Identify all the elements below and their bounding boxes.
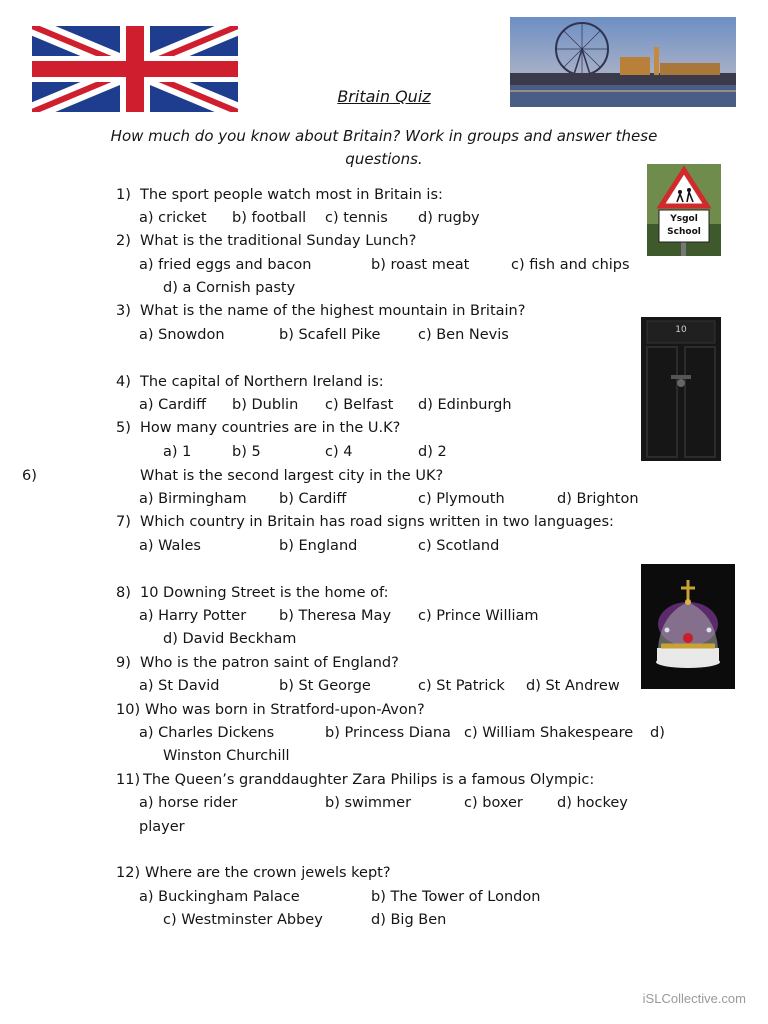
answer-option: a) cricket (139, 210, 207, 226)
intro-line-1: How much do you know about Britain? Work in groups and answer these (110, 127, 658, 145)
answer-option: a) horse rider (139, 795, 238, 811)
answer-option: player (139, 819, 185, 835)
question-text: The capital of Northern Ireland is: (140, 374, 384, 390)
answer-option: c) Scotland (418, 538, 500, 554)
answer-option: b) Cardiff (279, 491, 347, 507)
question-number: 3) (116, 303, 131, 319)
answer-option: d) a Cornish pasty (163, 280, 296, 296)
ysgol-school-sign-image (647, 164, 721, 256)
answer-option: d) St Andrew (526, 678, 620, 694)
answer-option: a) 1 (163, 444, 192, 460)
answer-option: c) tennis (325, 210, 388, 226)
question-number: 6) (22, 468, 37, 484)
crown-jewels-image (641, 564, 735, 689)
page-title: Britain Quiz (337, 87, 431, 106)
road-sign-icon (647, 164, 721, 256)
answer-option: b) 5 (232, 444, 261, 460)
answer-option: a) Charles Dickens (139, 725, 275, 741)
question-text: The Queen’s granddaughter Zara Philips is a famous Olympic: (143, 772, 595, 788)
question-number: 10) (116, 702, 141, 718)
question-text: Who was born in Stratford-upon-Avon? (145, 702, 425, 718)
answer-option: c) fish and chips (511, 257, 630, 273)
answer-option: a) Wales (139, 538, 201, 554)
answer-option: c) Plymouth (418, 491, 505, 507)
answer-option: c) William Shakespeare (464, 725, 634, 741)
answer-option: d) David Beckham (163, 631, 297, 647)
question-text: The sport people watch most in Britain is: (140, 187, 443, 203)
answer-option: c) boxer (464, 795, 523, 811)
question-text: Where are the crown jewels kept? (145, 865, 391, 881)
answer-option: b) The Tower of London (371, 889, 541, 905)
sign-text-ysgol: Ysgol (670, 214, 698, 224)
question-text: Which country in Britain has road signs written in two languages: (140, 514, 614, 530)
answer-option: d) Big Ben (371, 912, 447, 928)
downing-street-door-image (641, 317, 721, 461)
question-number: 9) (116, 655, 131, 671)
question-number: 2) (116, 233, 131, 249)
answer-option: c) Prince William (418, 608, 539, 624)
answer-option: b) Dublin (232, 397, 299, 413)
answer-option: a) Birmingham (139, 491, 247, 507)
question-number: 12) (116, 865, 141, 881)
black-door-icon (641, 317, 721, 461)
answer-option: b) England (279, 538, 358, 554)
answer-option: Winston Churchill (163, 748, 290, 764)
answer-option: d) (650, 725, 665, 741)
intro-line-2: questions. (345, 150, 423, 168)
answer-option: b) swimmer (325, 795, 412, 811)
question-number: 11) (116, 772, 141, 788)
answer-option: d) Brighton (557, 491, 639, 507)
answer-option: a) Harry Potter (139, 608, 247, 624)
answer-option: d) Edinburgh (418, 397, 512, 413)
question-number: 4) (116, 374, 131, 390)
question-text: 10 Downing Street is the home of: (140, 585, 389, 601)
answer-option: d) hockey (557, 795, 628, 811)
question-number: 5) (116, 420, 131, 436)
watermark: iSLCollective.com (642, 991, 746, 1006)
question-text: Who is the patron saint of England? (140, 655, 399, 671)
answer-option: c) 4 (325, 444, 353, 460)
sign-text-school: School (667, 227, 701, 237)
answer-option: a) fried eggs and bacon (139, 257, 312, 273)
answer-option: b) Scafell Pike (279, 327, 381, 343)
door-number: 10 (675, 325, 687, 335)
answer-option: d) 2 (418, 444, 447, 460)
answer-option: a) Buckingham Palace (139, 889, 300, 905)
crown-icon (641, 564, 735, 689)
question-text: How many countries are in the U.K? (140, 420, 401, 436)
question-text: What is the traditional Sunday Lunch? (140, 233, 417, 249)
answer-option: a) Cardiff (139, 397, 207, 413)
answer-option: b) Theresa May (279, 608, 392, 624)
question-number: 7) (116, 514, 131, 530)
answer-option: d) rugby (418, 210, 480, 226)
answer-option: c) Belfast (325, 397, 394, 413)
answer-option: a) St David (139, 678, 220, 694)
answer-option: b) Princess Diana (325, 725, 451, 741)
question-number: 8) (116, 585, 131, 601)
answer-option: c) St Patrick (418, 678, 505, 694)
answer-option: c) Westminster Abbey (163, 912, 323, 928)
answer-option: a) Snowdon (139, 327, 225, 343)
answer-option: b) St George (279, 678, 371, 694)
answer-option: b) roast meat (371, 257, 470, 273)
answer-option: b) football (232, 210, 307, 226)
question-text: What is the second largest city in the UK? (140, 468, 444, 484)
question-number: 1) (116, 187, 131, 203)
answer-option: c) Ben Nevis (418, 327, 509, 343)
question-text: What is the name of the highest mountain in Britain? (140, 303, 526, 319)
